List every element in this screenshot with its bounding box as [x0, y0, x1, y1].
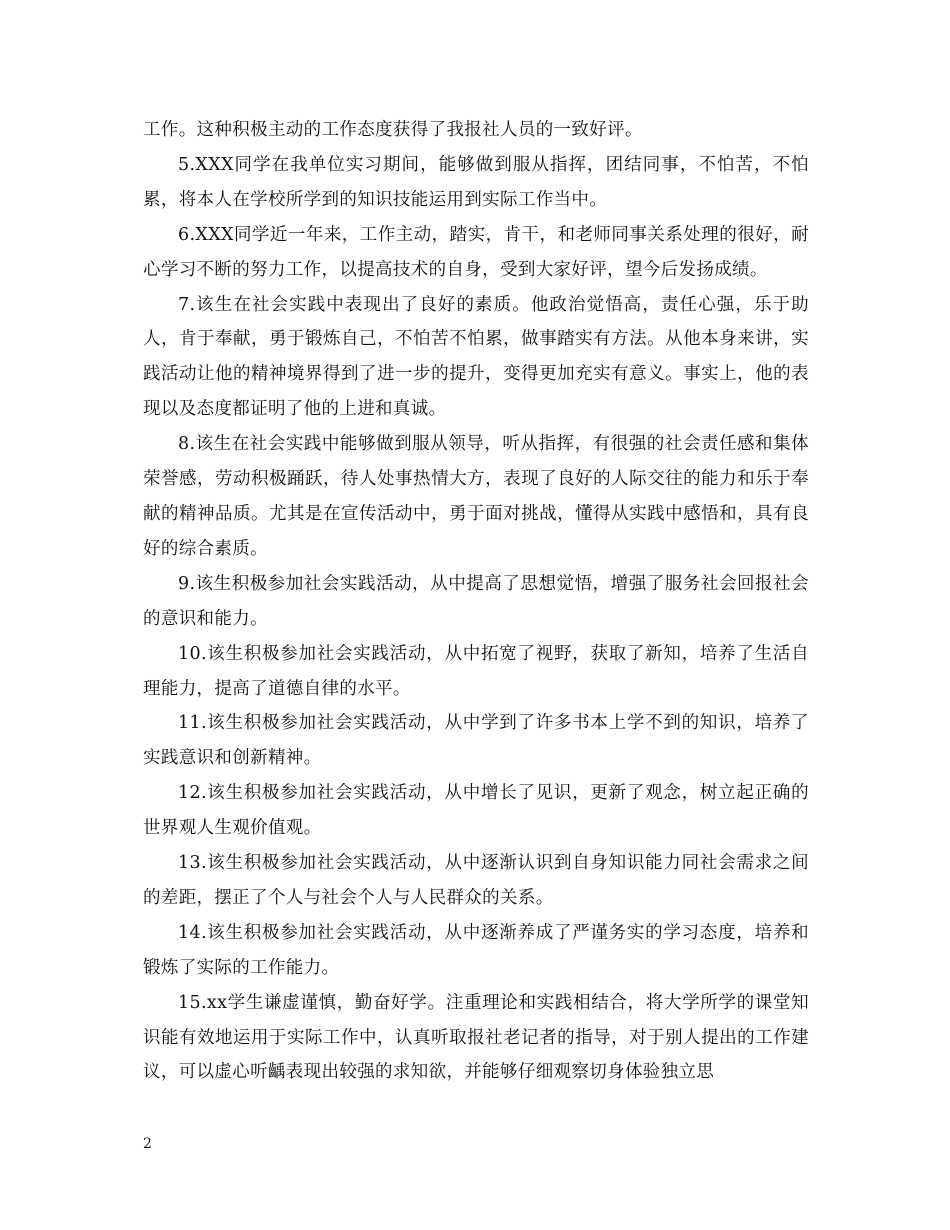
paragraph-item-8: 8.该生在社会实践中能够做到服从领导，听从指挥，有很强的社会责任感和集体荣誉感，劳动积极踊跃，待人处事热情大方，表现了良好的人际交往的能力和乐于奉献的精神品质。尤其是在宣传活动中，勇于面对挑战，懂得从实践中感悟和，具有良好的综合素质。: [143, 434, 809, 559]
paragraph-item-5: 5.XXX同学在我单位实习期间，能够做到服从指挥，团结同事，不怕苦，不怕累，将本人在学校所学到的知识技能运用到实际工作当中。: [143, 154, 809, 210]
paragraph-item-15: 15.xx学生谦虚谨慎，勤奋好学。注重理论和实践相结合，将大学所学的课堂知识能有效地运用于实际工作中，认真听取报社老记者的指导，对于别人提出的工作建议，可以虚心听齲表现出较强的求知欲，并能够仔细观察切身体验独立思: [143, 992, 809, 1083]
paragraph-item-13: 13.该生积极参加社会实践活动，从中逐渐认识到自身知识能力同社会需求之间的差距，摆正了个人与社会个人与人民群众的关系。: [143, 853, 809, 908]
paragraph-continuation: 工作。这种积极主动的工作态度获得了我报社人员的一致好评。: [143, 120, 643, 140]
paragraph-item-10: 10.该生积极参加社会实践活动，从中拓宽了视野，获取了新知，培养了生活自理能力，提高了道德自律的水平。: [143, 643, 809, 699]
paragraph-item-11: 11.该生积极参加社会实践活动，从中学到了许多书本上学不到的知识，培养了实践意识和创新精神。: [143, 713, 809, 769]
paragraph-item-12: 12.该生积极参加社会实践活动，从中增长了见识，更新了观念，树立起正确的世界观人生观价值观。: [143, 783, 809, 839]
paragraph-item-14: 14.该生积极参加社会实践活动，从中逐渐养成了严谨务实的学习态度，培养和锻炼了实际的工作能力。: [143, 922, 809, 978]
page-number: 2: [143, 1136, 152, 1152]
paragraph-item-6: 6.XXX同学近一年来，工作主动，踏实，肯干，和老师同事关系处理的很好，耐心学习不断的努力工作，以提高技术的自身，受到大家好评，望今后发扬成绩。: [143, 224, 809, 280]
document-body: [143, 113, 809, 1090]
paragraph-item-9: 9.该生积极参加社会实践活动，从中提高了思想觉悟，增强了服务社会回报社会的意识和能力。: [143, 573, 809, 629]
paragraph-item-7: 7.该生在社会实践中表现出了良好的素质。他政治觉悟高，责任心强，乐于助人，肯于奉献，勇于锻炼自己，不怕苦不怕累，做事踏实有方法。从他本身来讲，实践活动让他的精神境界得到了进一步的提升，变得更加充实有意义。事实上，他的表现以及态度都证明了他的上进和真诚。: [143, 294, 809, 420]
